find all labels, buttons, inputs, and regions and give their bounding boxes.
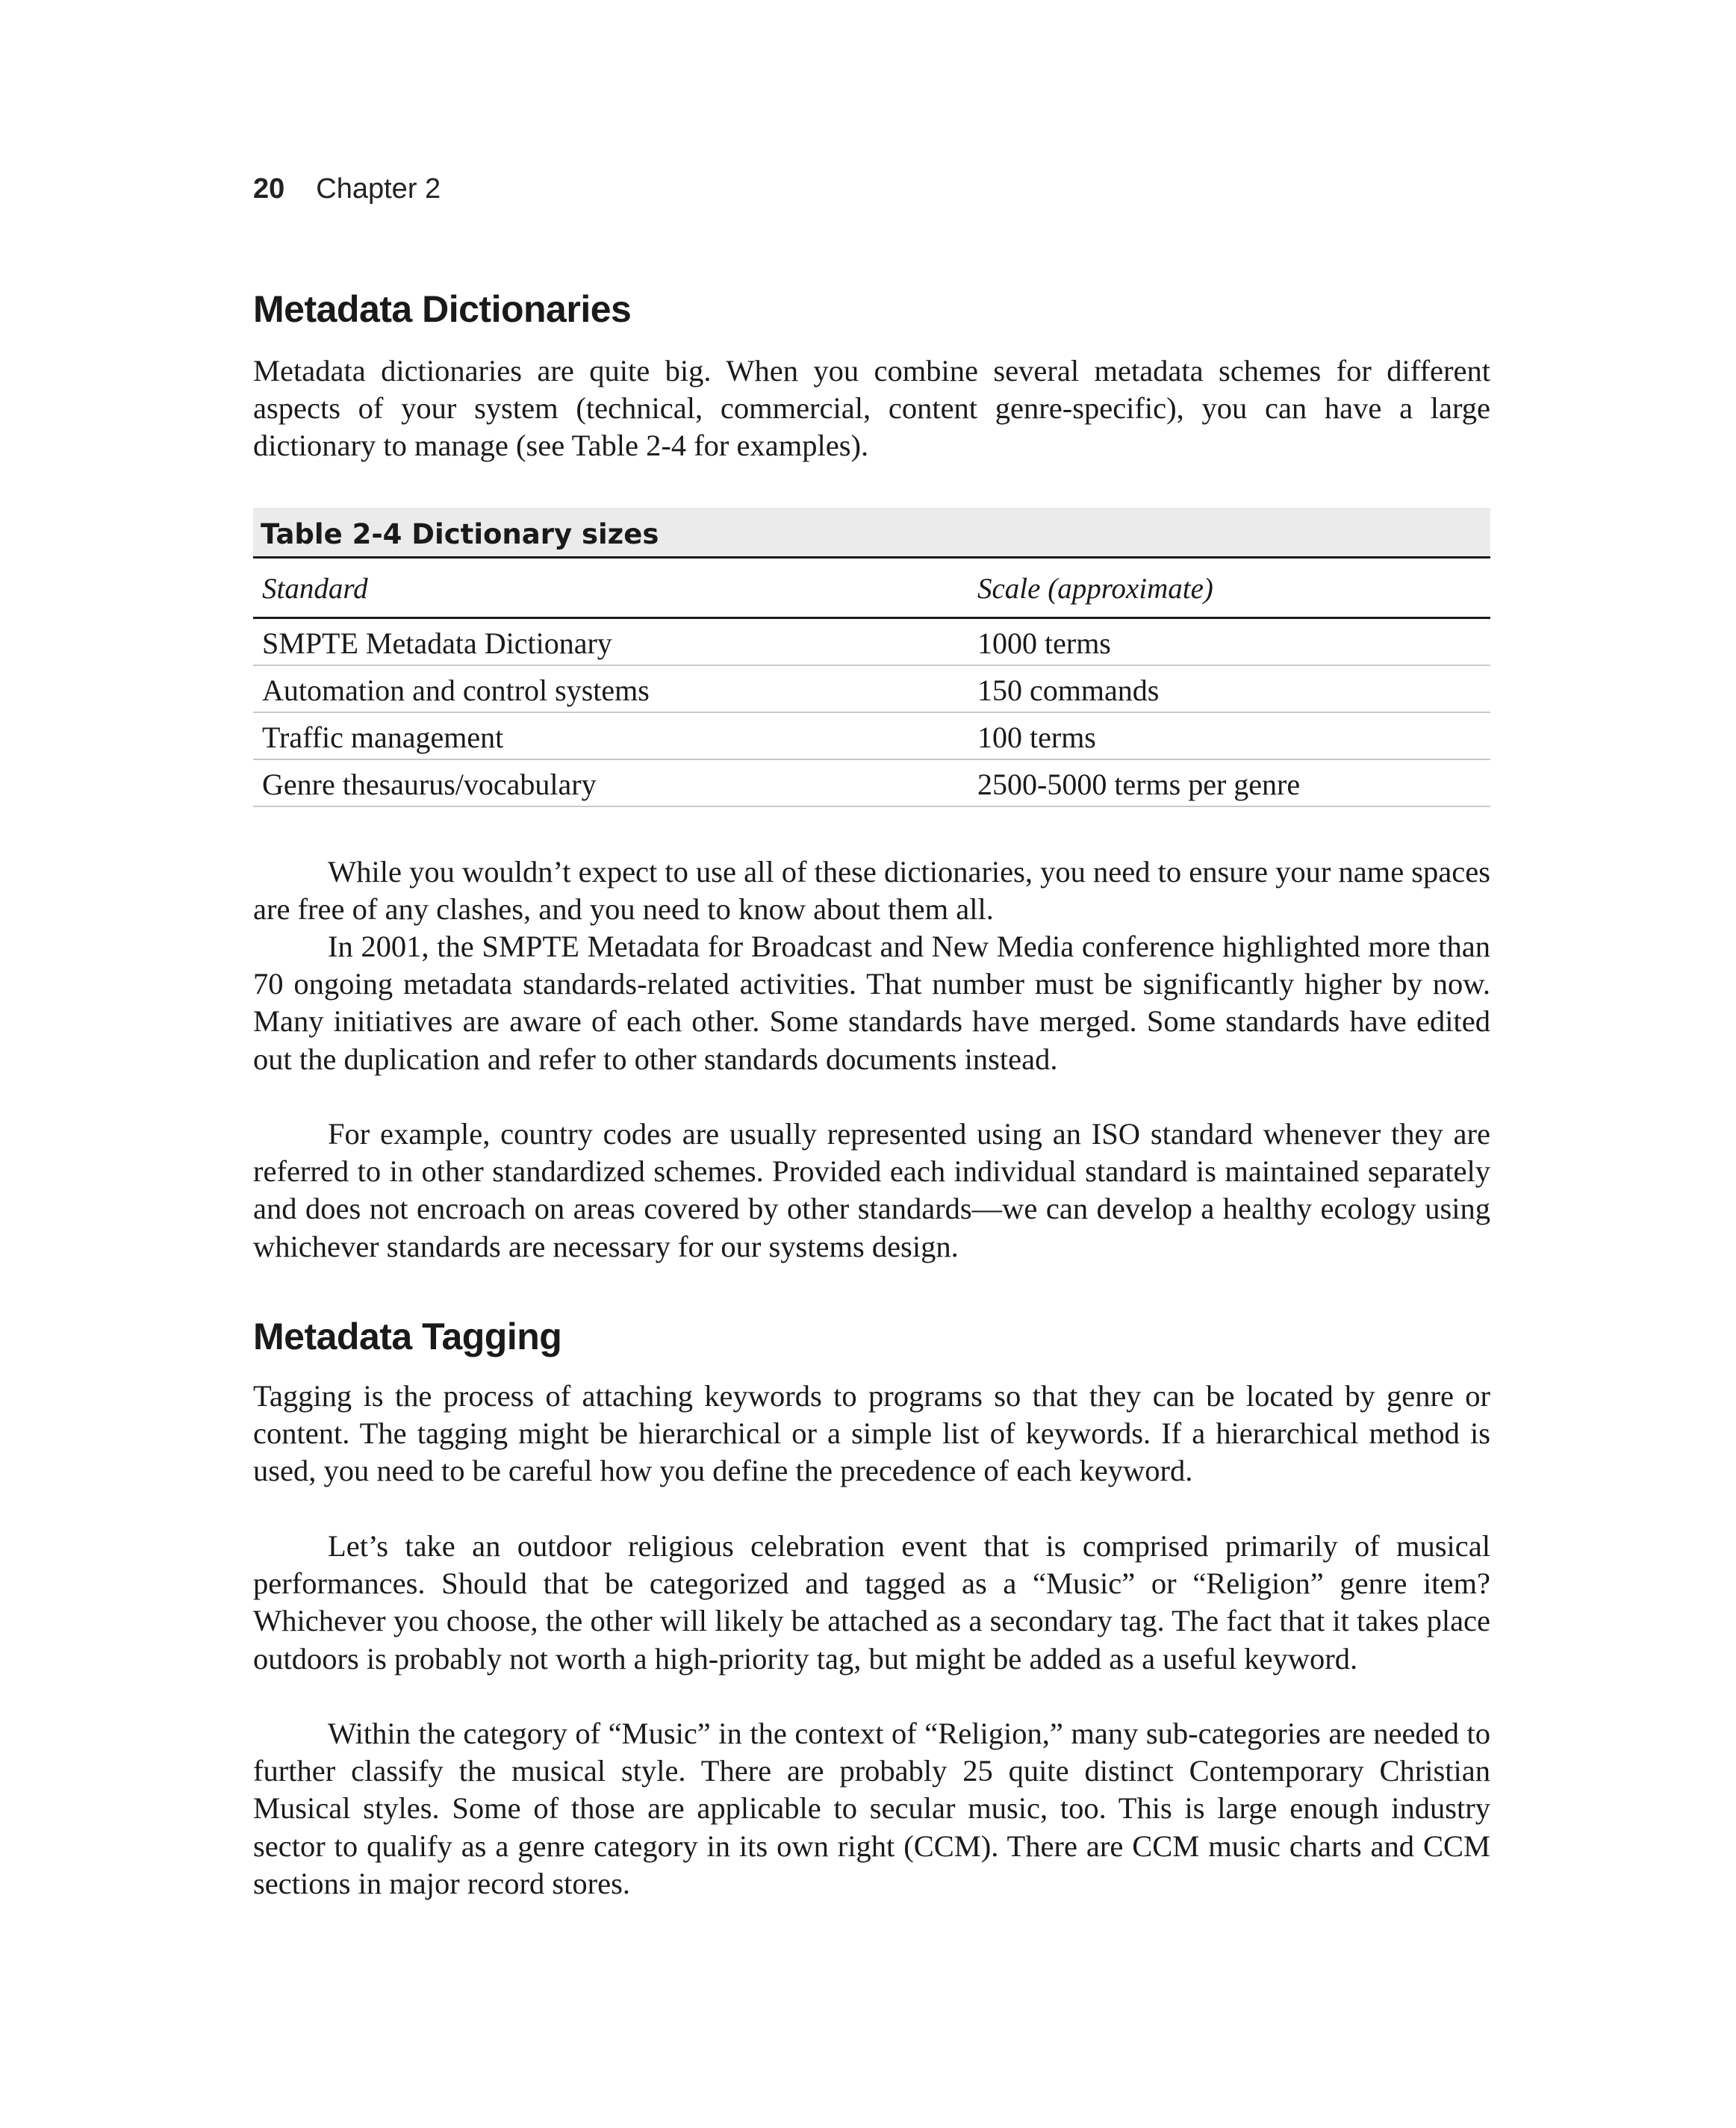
table-row — [253, 760, 1490, 807]
paragraph-ccm-styles: Within the category of “Music” in the context of “Religion,” many sub-categories are needed to further classify the musical style. There are probably 25 quite distinct Contemporary Christian Musical styles. Some of those are applicable to secular music, too. This is large enough industry sector to qualify as a genre category in its own right (CCM). There are CCM music charts and CCM sections in major record stores. — [253, 1717, 1490, 1900]
table-cell-scale: 100 terms — [977, 721, 1096, 754]
table-row — [253, 666, 1490, 713]
table-caption: Table 2-4 Dictionary sizes — [253, 508, 1490, 559]
table-cell-standard: Genre thesaurus/vocabulary — [262, 768, 597, 801]
running-head — [253, 173, 441, 205]
paragraph-name-spaces: While you wouldn’t expect to use all of these dictionaries, you need to ensure your name spaces are free of any clashes, and you need to know about them all. — [253, 855, 1490, 927]
paragraph-smpte-2001: In 2001, the SMPTE Metadata for Broadcast and New Media conference highlighted more than 70 ongoing metadata standards-related activities. That number must be significantly higher by now. Many initiatives are aware of each other. Some standards have merged. Some standards have edited out the duplication and refer to other standards documents instead. — [253, 930, 1490, 1076]
table-header-row — [253, 559, 1490, 619]
table-row — [253, 619, 1490, 666]
table-cell-scale: 1000 terms — [977, 626, 1111, 660]
paragraph-tagging-intro: Tagging is the process of attaching keywords to programs so that they can be located by genre or content. The tagging might be hierarchical or a simple list of keywords. If a hierarchical method is used, you need to be careful how you define the precedence of each keyword. — [253, 1379, 1490, 1488]
table-cell-scale: 150 commands — [977, 673, 1160, 707]
column-header-scale: Scale (approximate) — [977, 573, 1213, 605]
paragraph-religious-event: Let’s take an outdoor religious celebration event that is comprised primarily of musical performances. Should that be categorized and tagged as a “Music” or “Religion” genre item? Whichever you choose, the other will likely be attached as a secondary tag. The fact that it takes place outdoors is probably not worth a high-priority tag, but might be added as a useful keyword. — [253, 1529, 1490, 1676]
table-cell-standard: Traffic management — [262, 721, 504, 754]
table-cell-scale: 2500-5000 terms per genre — [977, 768, 1301, 801]
column-header-standard: Standard — [262, 573, 368, 605]
chapter-label: Chapter 2 — [316, 173, 441, 205]
section-heading-metadata-dictionaries: Metadata Dictionaries — [253, 288, 632, 330]
section-heading-metadata-tagging: Metadata Tagging — [253, 1316, 562, 1357]
paragraph-dictionaries-intro: Metadata dictionaries are quite big. When you combine several metadata schemes for different aspects of your system (technical, commercial, content genre-specific), you can have a large dictionary to manage (see Table 2-4 for examples). — [253, 354, 1490, 463]
table-cell-standard: SMPTE Metadata Dictionary — [262, 626, 612, 660]
table-row — [253, 713, 1490, 760]
dictionary-sizes-table — [253, 508, 1490, 807]
page-number: 20 — [253, 173, 285, 205]
paragraph-country-codes: For example, country codes are usually represented using an ISO standard whenever they are referred to in other standardized schemes. Provided each individual standard is maintained separately and does not encroach on areas covered by other standards—we can develop a healthy ecology using whichever standards are necessary for our systems design. — [253, 1117, 1490, 1263]
table-cell-standard: Automation and control systems — [262, 673, 650, 707]
